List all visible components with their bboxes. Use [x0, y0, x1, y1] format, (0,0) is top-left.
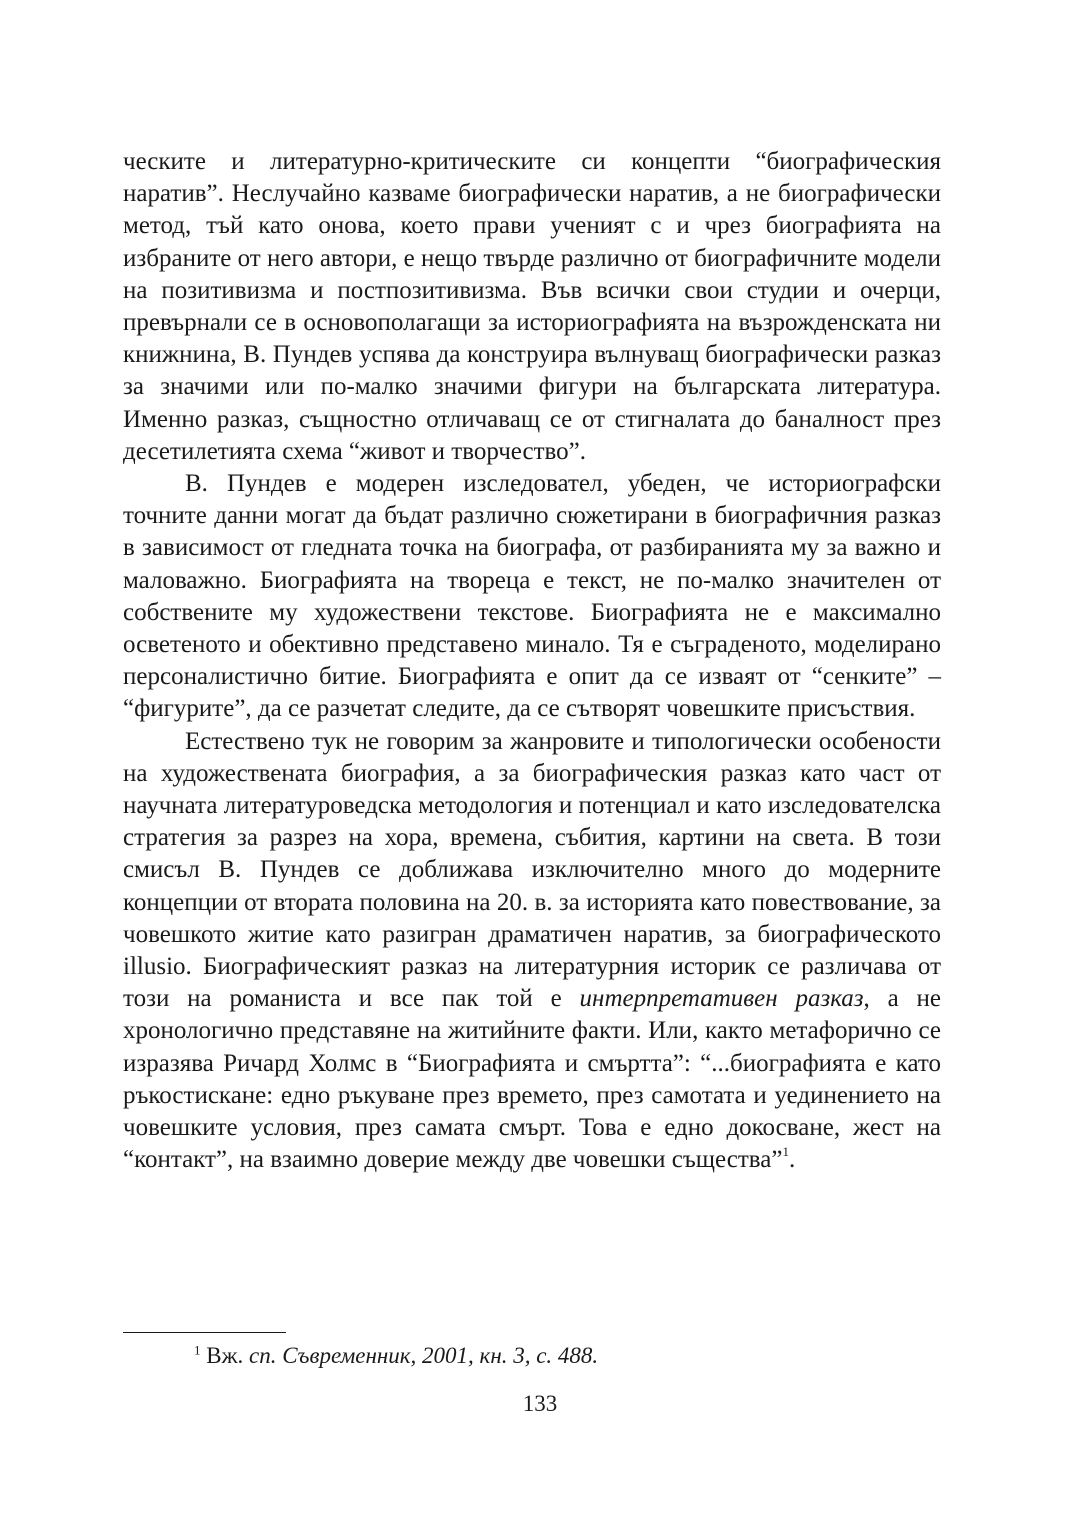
paragraph-3-text-start: Естествено тук не говорим за жанровите и типологически особености на художествената биография, а за биографическия разказ като част от научната литературоведска методология и потенциал и като изследователска стратегия за разрез на хора, времена, събития, картини на света. В този смисъл В. Пундев се доближава изключително много до модерните концепции от втората половина на 20. в. за историята като повествование, за човешкото житие като разигран драматичен наратив, за биографическото illusio. Биографическият разказ на литературния историк се различава от този на романиста и все пак той е — [123, 727, 941, 1013]
footnote-prefix: Вж. — [200, 1343, 249, 1368]
paragraph-3-text-end: , а не хронологично представяне на житийните факти. Или, както метафорично се изразява Ричард Холмс в “Биографията и смъртта”: “...биографията е като ръкостискане: едно ръкуване през времето, през самотата и уединението на човешките условия, през самата смърт. Това е едно докосване, жест на “контакт”, на взаимно доверие между две човешки същества” — [123, 985, 941, 1174]
paragraph-3 — [123, 726, 941, 1177]
footnote-separator — [123, 1332, 286, 1333]
footnote-reference[interactable]: 1 — [782, 1143, 789, 1159]
footnote — [194, 1341, 598, 1371]
paragraph-3-final-punct: . — [788, 1146, 796, 1174]
footnote-citation: сп. Съвременник, 2001, кн. 3, с. 488. — [248, 1343, 599, 1368]
paragraph-2: В. Пундев е модерен изследовател, убеден, че историографски точните данни могат да бъдат различно сюжетирани в биографичния разказ в зависимост от гледната точка на биографа, от разбиранията му за важно и маловажно. Биографията на твореца е текст, не по-малко значителен от собствените му художествени текстове. Биографията не е максимално осветеното и обективно представено минало. Тя е съграденото, моделирано персоналистично битие. Биографията е опит да се изваят от “сенките” – “фигурите”, да се разчетат следите, да се сътворят човешките присъствия. — [123, 470, 941, 723]
paragraph-1: ческите и литературно-критическите си концепти “биографическия наратив”. Неслучайно казваме биографически наратив, а не биографически метод, тъй като онова, което прави ученият с и чрез биографията на избраните от него автори, е нещо твърде различно от биографичните модели на позитивизма и постпозитивизма. Във всички свои студии и очерци, превърнали се в основополагащи за историографията на възрожденската ни книжнина, В. Пундев успява да конструира вълнуващ биографически разказ за значими или по-малко значими фигури на българската литература. Именно разказ, същностно отличаващ се от стигналата до баналност през десетилетията схема “живот и творчество”. — [123, 148, 941, 465]
page-number: 133 — [522, 1391, 558, 1416]
main-text — [123, 146, 941, 1177]
footnote-number: 1 — [194, 1342, 201, 1358]
paragraph-3-italic-phrase: интерпретативен разказ — [579, 985, 864, 1013]
page-body — [123, 146, 941, 1177]
